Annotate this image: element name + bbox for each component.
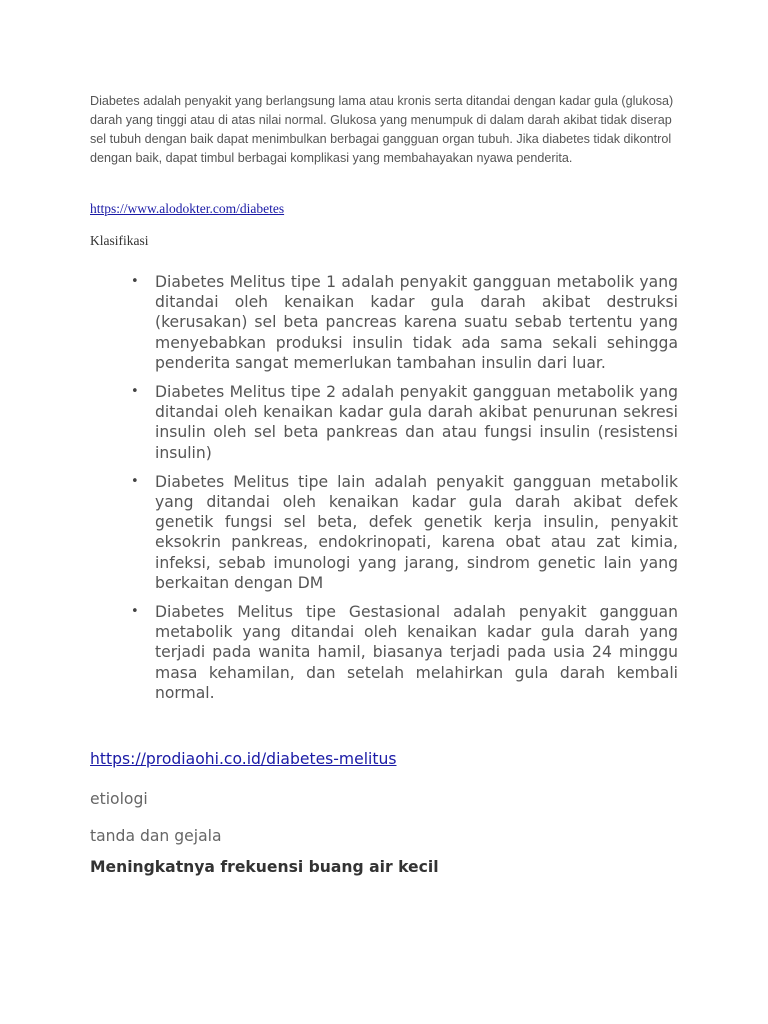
tanda-gejala-heading: tanda dan gejala [90, 827, 222, 845]
bullet-icon: • [131, 473, 139, 489]
list-item-text: Diabetes Melitus tipe lain adalah penyakit gangguan metabolik yang ditandai oleh kenaikan kadar gula darah akibat defek genetik fungsi sel beta, defek genetik kerja insulin, penyakit eksokrin pankreas, endokrinopati, karena obat atau zat kimia, infeksi, sebab imunologi yang jarang, sindrom genetic lain yang berkaitan dengan DM [155, 472, 678, 592]
list-item [131, 272, 678, 373]
list-item [131, 382, 678, 463]
classification-list [0, 272, 768, 712]
list-item-text: Diabetes Melitus tipe 1 adalah penyakit gangguan metabolik yang ditandai oleh kenaikan kadar gula darah akibat destruksi (kerusakan) sel beta pancreas karena suatu sebab tertentu yang menyebabkan produksi insulin tidak ada sama sekali sehingga penderita sangat memerlukan tambahan insulin dari luar. [155, 273, 678, 372]
bullet-icon: • [131, 274, 139, 289]
klasifikasi-heading: Klasifikasi [90, 233, 149, 248]
bullet-icon: • [131, 604, 139, 620]
symptom-heading: Meningkatnya frekuensi buang air kecil [90, 858, 439, 876]
intro-paragraph: Diabetes adalah penyakit yang berlangsung lama atau kronis serta ditandai dengan kadar gula (glukosa) darah yang tinggi atau di atas nilai normal. Glukosa yang menumpuk di dalam darah akibat tidak diserap sel tubuh dengan baik dapat menimbulkan berbagai gangguan organ tubuh. Jika diabetes tidak dikontrol dengan baik, dapat timbul berbagai komplikasi yang membahayakan nyawa penderita. [90, 94, 674, 165]
bullet-icon: • [131, 384, 139, 400]
prodia-link[interactable]: https://prodiaohi.co.id/diabetes-melitus [90, 750, 397, 768]
list-item [131, 472, 678, 593]
etiologi-heading: etiologi [90, 790, 148, 808]
list-item-text: Diabetes Melitus tipe Gestasional adalah penyakit gangguan metabolik yang ditandai oleh kenaikan kadar gula darah yang terjadi pada wanita hamil, biasanya terjadi pada usia 24 minggu masa kehamilan, dan setelah melahirkan gula darah kembali normal. [155, 603, 678, 702]
list-item-text: Diabetes Melitus tipe 2 adalah penyakit gangguan metabolik yang ditandai oleh kenaikan kadar gula darah akibat penurunan sekresi insulin oleh sel beta pankreas dan atau fungsi insulin (resistensi insulin) [155, 383, 678, 462]
alodokter-link[interactable]: https://www.alodokter.com/diabetes [90, 201, 285, 216]
list-item [131, 602, 678, 703]
